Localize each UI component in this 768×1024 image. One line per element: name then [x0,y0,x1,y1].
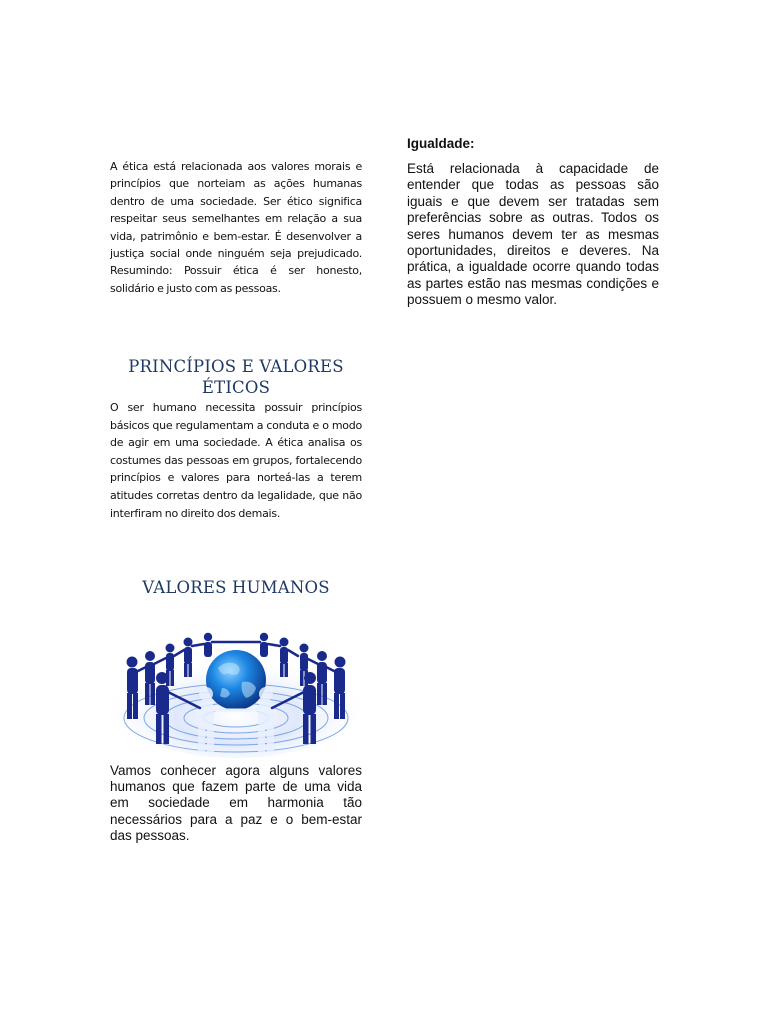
igualdade-title: Igualdade: [407,136,475,151]
left-column [110,158,362,843]
people-around-globe-icon [110,622,362,758]
right-column [407,136,659,309]
igualdade-body: Está relacionada à capacidade de entender que todas as pessoas são iguais e que devem ser tratadas sem preferências sobre as outras. Todos os seres humanos devem ter as mesmas oportunidades, direitos e deveres. Na prática, a igualdade ocorre quando todas as partes estão nas mesmas condições e possuem o mesmo valor. [407,161,659,308]
section-body-principios: O ser humano necessita possuir princípios básicos que regulamentam a conduta e o modo de agir em uma sociedade. A ética analisa os costumes das pessoas em grupos, fortalecendo princípios e valores para norteá-las a terem atitudes corretas dentro da legalidade, que não interfiram no direito dos demais. [110,401,362,520]
intro-paragraph: A ética está relacionada aos valores morais e princípios que norteiam as ações humanas dentro de uma sociedade. Ser ético significa respeitar seus semelhantes em relação a sua vida, patrimônio e bem-estar. É desenvolver a justiça social onde ninguém seja prejudicado. Resumindo: Possuir ética é ser honesto, solidário e justo com as pessoas. [110,160,362,295]
section-body-valores-humanos: Vamos conhecer agora alguns valores humanos que fazem parte de uma vida em sociedade em harmonia tão necessários para a paz e o bem-estar das pessoas. [110,763,362,843]
section-title-principios: PRINCÍPIOS E VALORES ÉTICOS [128,357,344,397]
section-title-valores-humanos: VALORES HUMANOS [142,578,330,597]
